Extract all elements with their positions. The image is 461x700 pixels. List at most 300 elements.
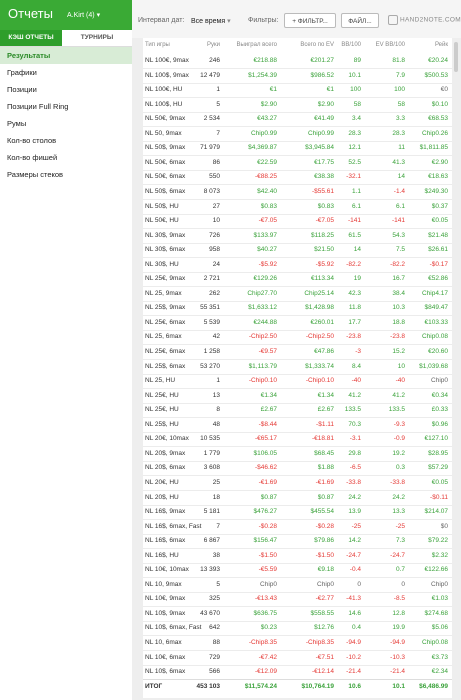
filters-label: Фильтры: xyxy=(248,17,279,24)
table-cell: -Chip0.10 xyxy=(305,377,334,385)
table-cell: 3.4 xyxy=(351,115,361,123)
table-cell: NL 50$, HU xyxy=(145,202,179,210)
table-cell: NL 25€, 6max xyxy=(145,318,186,326)
table-cell: $12.76 xyxy=(314,624,334,632)
scrollbar-thumb[interactable] xyxy=(454,42,458,72)
table-cell: 54.3 xyxy=(392,231,405,239)
table-cell: 19.9 xyxy=(392,624,405,632)
tab-tournaments[interactable]: ТУРНИРЫ xyxy=(80,34,114,41)
table-cell: €218.88 xyxy=(253,57,277,64)
table-cell: 14.6 xyxy=(348,609,361,617)
table-cell: -€2.77 xyxy=(315,595,334,603)
table-cell: 6.1 xyxy=(395,202,405,210)
table-cell: 100 xyxy=(350,86,361,94)
table-cell: 15.2 xyxy=(392,348,405,355)
table-cell: -€1.69 xyxy=(258,478,277,486)
table-cell: 55 351 xyxy=(200,304,220,312)
table-cell: $455.54 xyxy=(310,508,334,516)
table-cell: NL 10€, 9max xyxy=(145,595,186,603)
table-cell: -Chip8.35 xyxy=(305,639,334,646)
table-cell: -9.3 xyxy=(393,420,405,428)
add-filter-button[interactable]: + ФИЛЬТР... xyxy=(284,13,336,28)
table-cell: 25 xyxy=(212,478,220,486)
table-cell: -€18.81 xyxy=(311,435,334,443)
table-cell: -33.8 xyxy=(390,478,405,486)
table-cell: $500.53 xyxy=(424,71,448,79)
table-cell: -$0.28 xyxy=(258,522,277,530)
table-cell: 5 xyxy=(216,100,220,108)
column-header[interactable]: EV BB/100 xyxy=(375,42,405,48)
total-cell: $10,764.19 xyxy=(301,683,334,690)
table-cell: €0.05 xyxy=(431,217,448,225)
table-cell: -€88.25 xyxy=(254,173,277,181)
table-cell: €3.73 xyxy=(431,653,448,661)
table-cell: 8 073 xyxy=(203,187,220,195)
table-cell: $0.87 xyxy=(260,493,277,501)
app-title: Отчеты xyxy=(8,6,53,21)
table-cell: NL 25, HU xyxy=(145,377,176,385)
sidebar-item[interactable]: Кол-во столов xyxy=(7,136,57,145)
table-cell: 7.9 xyxy=(395,71,405,79)
table-cell: 10 xyxy=(397,362,405,370)
table-cell: €47.86 xyxy=(314,348,334,355)
table-cell: 48 xyxy=(212,420,220,428)
filter-bar xyxy=(132,0,461,38)
app-header xyxy=(0,0,132,30)
table-cell: 2 534 xyxy=(203,115,220,123)
table-cell: $5.06 xyxy=(431,624,448,632)
table-cell: 0 xyxy=(401,580,405,588)
table-cell: €2.34 xyxy=(431,668,448,676)
table-cell: $1,811.85 xyxy=(419,144,448,152)
table-row[interactable] xyxy=(143,664,452,680)
sidebar-item[interactable]: Румы xyxy=(7,119,27,128)
table-cell: $68.45 xyxy=(314,449,334,457)
table-cell: Chip27.70 xyxy=(247,289,277,297)
table-cell: -25 xyxy=(395,522,405,530)
table-cell: €9.18 xyxy=(317,566,334,574)
user-selector[interactable] xyxy=(67,11,100,19)
table-cell: $249.30 xyxy=(424,187,448,195)
table-cell: €20.24 xyxy=(428,57,448,64)
table-cell: Chip0 xyxy=(431,377,448,385)
table-cell: 88 xyxy=(212,639,220,646)
table-cell: 642 xyxy=(209,624,220,632)
table-cell: $28.95 xyxy=(428,449,448,457)
table-cell: $986.52 xyxy=(310,71,334,79)
table-cell: 325 xyxy=(209,595,220,603)
total-cell: ИТОГ xyxy=(145,683,163,690)
table-cell: $0.96 xyxy=(431,420,448,428)
table-cell: -$5.92 xyxy=(258,260,277,268)
table-cell: €1 xyxy=(326,86,334,94)
table-cell: $133.97 xyxy=(253,231,277,239)
table-cell: -Chip8.35 xyxy=(248,639,277,646)
table-cell: -6.5 xyxy=(349,464,361,472)
table-cell: NL 10$, 6max, Fast xyxy=(145,624,202,632)
table-cell: 7.5 xyxy=(395,246,405,254)
table-cell: 8 xyxy=(216,406,220,414)
table-cell: 133.5 xyxy=(388,406,405,414)
table-cell: 0.3 xyxy=(395,464,405,472)
table-cell: 14 xyxy=(397,173,405,181)
table-cell: -82.2 xyxy=(390,260,405,268)
table-cell: 19 xyxy=(353,275,361,283)
total-cell: 453 103 xyxy=(196,683,220,690)
table-cell: $1,113.79 xyxy=(248,362,277,370)
table-cell: €244.88 xyxy=(253,318,277,326)
table-cell: -40 xyxy=(351,377,361,385)
table-cell: NL 50, 9max xyxy=(145,129,182,137)
table-cell: -$8.44 xyxy=(258,420,277,428)
table-cell: 52.5 xyxy=(348,158,361,166)
table-cell: 29.8 xyxy=(348,449,361,457)
table-cell: $40.27 xyxy=(257,246,277,254)
table-cell: -Chip0.10 xyxy=(248,377,277,385)
table-cell: £2.67 xyxy=(317,406,334,414)
table-cell: 11.8 xyxy=(348,304,361,312)
table-cell: -€5.59 xyxy=(258,566,277,574)
table-cell: -Chip2.50 xyxy=(305,333,334,341)
table-cell: €127.10 xyxy=(424,435,448,443)
table-cell: $2.90 xyxy=(317,100,334,108)
table-cell: 58 xyxy=(353,100,361,108)
table-cell: NL 16$, 9max xyxy=(145,508,186,516)
table-cell: 38.4 xyxy=(392,289,405,297)
table-cell: $42.40 xyxy=(257,187,277,195)
table-cell: NL 25$, 9max xyxy=(145,304,186,312)
table-cell: €2.90 xyxy=(431,158,448,166)
table-cell: NL 100$, 9max xyxy=(145,71,189,79)
table-cell: €103.33 xyxy=(424,318,448,326)
sidebar-item[interactable]: Позиции xyxy=(7,85,37,94)
table-cell: -0.9 xyxy=(393,435,405,443)
table-cell: 89 xyxy=(353,57,361,64)
table-cell: -141 xyxy=(347,217,361,225)
table-cell: $214.07 xyxy=(424,508,448,516)
table-cell: $274.68 xyxy=(424,609,448,617)
table-cell: 5 xyxy=(216,580,220,588)
table-cell: €1.03 xyxy=(431,595,448,603)
table-cell: Chip0 xyxy=(431,580,448,588)
sidebar-item[interactable]: Графики xyxy=(7,68,37,77)
table-cell: €22.59 xyxy=(257,158,277,166)
total-cell: $6,486.99 xyxy=(419,683,448,690)
table-cell: $0.83 xyxy=(260,202,277,210)
table-cell: 14 xyxy=(353,246,361,254)
table-cell: NL 25$, 6max xyxy=(145,362,186,370)
table-cell: 7.3 xyxy=(395,537,405,545)
table-cell: NL 30$, HU xyxy=(145,260,179,268)
table-cell: NL 25€, 6max xyxy=(145,348,186,355)
table-cell: 58 xyxy=(397,100,405,108)
table-cell: NL 16$, HU xyxy=(145,551,179,559)
table-cell: -$0.17 xyxy=(429,260,448,268)
table-cell: €17.75 xyxy=(314,158,334,166)
table-cell: 100 xyxy=(394,86,405,94)
table-cell: NL 10, 6max xyxy=(145,639,182,646)
table-cell: 1 xyxy=(216,86,220,94)
table-cell: -€12.14 xyxy=(311,668,334,676)
table-cell: NL 10, 9max xyxy=(145,580,182,588)
table-cell: €1 xyxy=(269,86,277,94)
table-cell: 18 xyxy=(212,493,220,501)
table-cell: -$1.11 xyxy=(316,420,334,428)
table-cell: $0 xyxy=(440,522,448,530)
table-cell: -21.4 xyxy=(346,668,361,676)
table-cell: 41.2 xyxy=(348,391,361,399)
chevron-down-icon: ▾ xyxy=(227,18,231,25)
table-cell: -€7.05 xyxy=(315,217,334,225)
user-name: A.Kirt (4) xyxy=(67,12,95,19)
column-header[interactable]: Всего по EV xyxy=(300,42,334,48)
table-cell: NL 10$, 6max xyxy=(145,668,186,676)
table-cell: 10 535 xyxy=(200,435,220,443)
table-cell: NL 20€, HU xyxy=(145,478,179,486)
table-cell: -$55.61 xyxy=(311,187,334,195)
table-cell: €20.60 xyxy=(428,348,448,355)
table-cell: NL 30$, 9max xyxy=(145,231,186,239)
table-cell: -94.9 xyxy=(346,639,361,646)
table-cell: 38 xyxy=(212,551,220,559)
table-cell: 86 xyxy=(212,158,220,166)
table-cell: 43 670 xyxy=(200,609,220,617)
table-cell: -23.8 xyxy=(390,333,405,341)
table-cell: €260.01 xyxy=(310,318,334,326)
table-cell: 28.3 xyxy=(392,129,405,137)
report-tabs xyxy=(0,30,132,47)
table-cell: NL 25, 9max xyxy=(145,289,182,297)
table-cell: -10.3 xyxy=(390,653,405,661)
tab-cash-reports[interactable]: КЭШ ОТЧЕТЫ xyxy=(0,30,62,46)
table-cell: -0.4 xyxy=(349,566,361,574)
table-cell: $558.55 xyxy=(310,609,334,617)
table-cell: €1.34 xyxy=(260,391,277,399)
table-cell: NL 20$, 6max xyxy=(145,464,186,472)
chevron-down-icon: ▾ xyxy=(96,12,101,19)
table-cell: $21.48 xyxy=(428,231,448,239)
table-cell: -$5.92 xyxy=(315,260,334,268)
table-cell: NL 25€, 9max xyxy=(145,275,186,283)
results-table xyxy=(143,38,452,698)
sidebar-item[interactable]: Результаты xyxy=(0,47,132,64)
table-cell: -Chip2.50 xyxy=(248,333,277,341)
table-cell: 3.3 xyxy=(395,115,405,123)
table-cell: €68.53 xyxy=(428,115,448,123)
table-cell: $118.25 xyxy=(310,231,334,239)
table-cell: $1,254.39 xyxy=(248,71,277,79)
table-cell: NL 16$, 6max, Fast xyxy=(145,522,202,530)
table-cell: -€65.17 xyxy=(254,435,277,443)
sidebar-item[interactable]: Кол-во фишей xyxy=(7,153,58,162)
table-cell: 28.3 xyxy=(348,129,361,137)
table-cell: 17.7 xyxy=(348,318,361,326)
table-cell: €1.34 xyxy=(317,391,334,399)
table-cell: 13.9 xyxy=(348,508,361,516)
table-cell: 7 xyxy=(216,129,220,137)
table-cell: -€13.43 xyxy=(254,595,277,603)
table-cell: -$46.62 xyxy=(254,464,277,472)
table-cell: 18.8 xyxy=(392,318,405,326)
table-cell: -33.8 xyxy=(346,478,361,486)
table-cell: 42.3 xyxy=(348,289,361,297)
table-cell: NL 20$, HU xyxy=(145,493,179,501)
table-cell: $57.29 xyxy=(428,464,448,472)
table-cell: -€7.51 xyxy=(315,653,334,661)
table-cell: 42 xyxy=(212,333,220,341)
table-cell: 53 270 xyxy=(200,362,220,370)
table-cell: €0.05 xyxy=(431,478,448,486)
column-header[interactable]: BB/100 xyxy=(341,42,361,48)
table-cell: -€7.05 xyxy=(258,217,277,225)
table-cell: -€7.42 xyxy=(258,653,277,661)
table-cell: $156.47 xyxy=(253,537,277,545)
table-cell: $0.10 xyxy=(431,100,448,108)
table-cell: €129.26 xyxy=(253,275,277,283)
table-cell: -€9.57 xyxy=(258,348,277,355)
table-cell: 24.2 xyxy=(348,493,361,501)
table-cell: Chip0.08 xyxy=(421,333,448,341)
table-cell: 1 xyxy=(216,377,220,385)
table-cell: $0.83 xyxy=(317,202,334,210)
column-header[interactable]: Руки xyxy=(207,42,220,48)
table-cell: -21.4 xyxy=(390,668,405,676)
table-cell: NL 16$, 6max xyxy=(145,537,186,545)
table-cell: -141 xyxy=(391,217,405,225)
scrollbar[interactable] xyxy=(452,38,461,700)
table-cell: $4,369.87 xyxy=(248,144,277,152)
table-cell: 12.1 xyxy=(348,144,361,152)
table-cell: 61.5 xyxy=(348,231,361,239)
table-cell: 16.7 xyxy=(392,275,405,283)
interval-select[interactable] xyxy=(191,17,231,25)
interval-value: Все время xyxy=(191,18,226,25)
logo-icon xyxy=(388,15,398,25)
table-cell: -8.5 xyxy=(393,595,405,603)
sidebar-item[interactable]: Позиции Full Ring xyxy=(7,102,69,111)
table-cell: Chip4.17 xyxy=(421,289,448,297)
table-cell: NL 20$, 9max xyxy=(145,449,186,457)
table-cell: NL 25€, HU xyxy=(145,406,179,414)
table-cell: $849.47 xyxy=(424,304,448,312)
table-cell: -82.2 xyxy=(346,260,361,268)
table-cell: NL 100€, 9max xyxy=(145,57,189,64)
table-cell: 11 xyxy=(398,144,405,152)
table-cell: 2 721 xyxy=(203,275,220,283)
table-cell: 6.1 xyxy=(351,202,361,210)
table-cell: $2.90 xyxy=(260,100,277,108)
table-cell: 12.8 xyxy=(392,609,405,617)
column-header[interactable]: Тип игры xyxy=(145,42,170,48)
total-cell: 10.6 xyxy=(348,683,361,690)
table-cell: $1,428.98 xyxy=(305,304,334,312)
table-cell: NL 100$, HU xyxy=(145,100,183,108)
table-cell: -€1.69 xyxy=(315,478,334,486)
table-cell: 246 xyxy=(209,57,220,64)
table-cell: 262 xyxy=(209,289,220,297)
table-cell: 14.2 xyxy=(348,537,361,545)
table-cell: NL 50€, 6max xyxy=(145,158,186,166)
table-cell: €201.27 xyxy=(310,57,334,64)
table-cell: -$0.28 xyxy=(315,522,334,530)
table-cell: 13.3 xyxy=(392,508,405,516)
table-cell: 19.2 xyxy=(392,449,405,457)
table-cell: NL 25€, HU xyxy=(145,391,179,399)
table-cell: 24 xyxy=(212,260,220,268)
total-cell: $11,574.24 xyxy=(244,683,277,690)
table-cell: NL 50$, 9max xyxy=(145,144,186,152)
table-cell: -24.7 xyxy=(346,551,361,559)
table-cell: $26.61 xyxy=(428,246,448,254)
table-cell: $0.87 xyxy=(317,493,334,501)
total-cell: 10.1 xyxy=(392,683,405,690)
table-cell: 0.4 xyxy=(351,624,361,632)
column-header[interactable]: Рейк xyxy=(434,42,448,48)
table-cell: 13 xyxy=(212,391,220,399)
table-cell: NL 50€, 6max xyxy=(145,173,186,181)
table-cell: NL 100€, HU xyxy=(145,86,183,94)
table-cell: €52.86 xyxy=(428,275,448,283)
table-cell: 7 xyxy=(216,522,220,530)
table-cell: 41.3 xyxy=(392,158,405,166)
table-cell: NL 50€, 9max xyxy=(145,115,186,123)
table-cell: €38.38 xyxy=(314,173,334,181)
table-cell: -3.1 xyxy=(349,435,361,443)
table-cell: Chip0 xyxy=(317,580,334,588)
table-cell: 729 xyxy=(209,653,220,661)
table-cell: 0 xyxy=(357,580,361,588)
table-cell: 133.5 xyxy=(344,406,361,414)
table-cell: NL 25, 6max xyxy=(145,333,182,341)
table-cell: Chip0 xyxy=(260,580,277,588)
table-cell: €113.34 xyxy=(310,275,334,283)
column-header[interactable]: Выиграл всего xyxy=(236,42,277,48)
table-cell: 1.1 xyxy=(351,187,361,195)
sidebar xyxy=(0,47,132,700)
table-cell: NL 50$, 6max xyxy=(145,187,186,195)
table-cell: $636.75 xyxy=(253,609,277,617)
table-cell: €0.34 xyxy=(431,391,448,399)
table-cell: $106.05 xyxy=(253,449,277,457)
table-cell: $0.23 xyxy=(260,624,277,632)
table-cell: NL 10€, 6max xyxy=(145,653,186,661)
table-cell: $1.88 xyxy=(317,464,334,472)
table-cell: 10.3 xyxy=(392,304,405,312)
table-cell: 81.8 xyxy=(392,57,405,64)
table-total-row xyxy=(143,679,452,694)
table-cell: 24.2 xyxy=(392,493,405,501)
table-cell: 5 539 xyxy=(203,318,220,326)
table-cell: Chip0.26 xyxy=(421,129,448,137)
logo xyxy=(388,15,461,25)
table-cell: 13 393 xyxy=(200,566,220,574)
table-cell: 71 979 xyxy=(200,144,220,152)
table-cell: $1,333.74 xyxy=(305,362,334,370)
table-cell: -24.7 xyxy=(390,551,405,559)
table-cell: NL 30$, 6max xyxy=(145,246,186,254)
table-cell: €122.66 xyxy=(424,566,448,574)
table-cell: 10 xyxy=(212,217,220,225)
table-cell: NL 25$, HU xyxy=(145,420,179,428)
table-cell: -$1.50 xyxy=(258,551,277,559)
table-cell: €41.49 xyxy=(314,115,334,123)
table-cell: 6 867 xyxy=(203,537,220,545)
table-cell: -$1.50 xyxy=(315,551,334,559)
file-button[interactable]: ФАЙЛ... xyxy=(341,13,379,28)
table-cell: €43.27 xyxy=(257,115,277,123)
sidebar-item[interactable]: Размеры стеков xyxy=(7,170,64,179)
table-cell: £0.33 xyxy=(431,406,448,414)
